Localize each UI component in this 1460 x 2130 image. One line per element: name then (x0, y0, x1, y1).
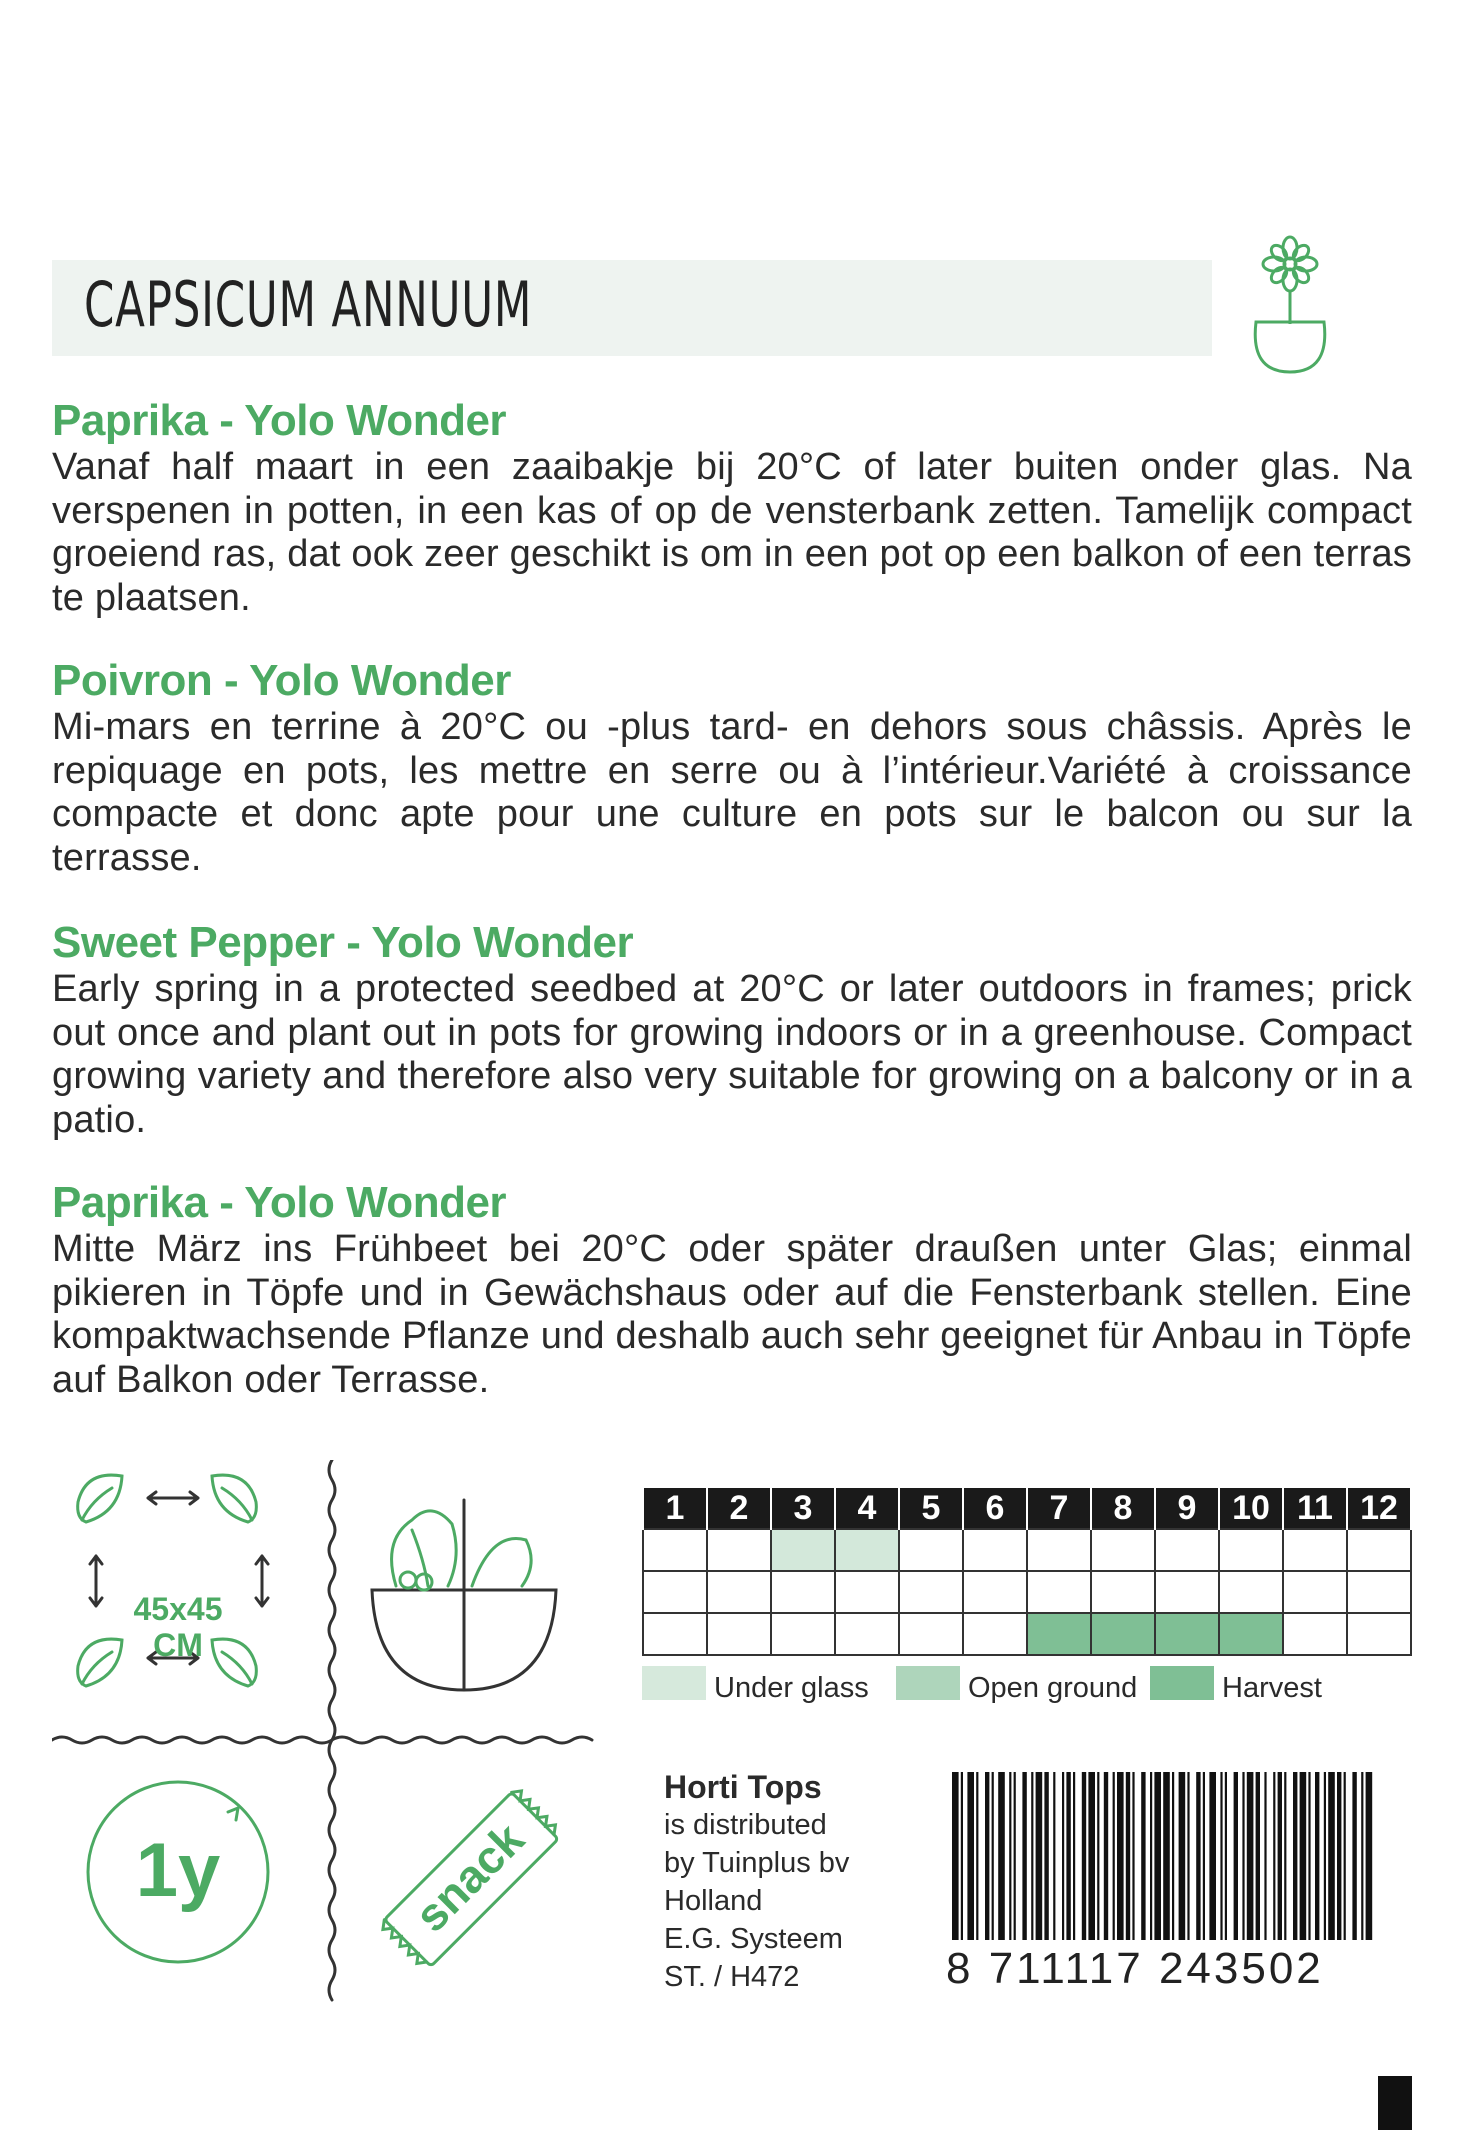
barcode-bar (1187, 1772, 1189, 1940)
barcode-bar (1126, 1772, 1130, 1940)
calendar-cell (1155, 1571, 1219, 1613)
month-header: 1 (643, 1488, 707, 1529)
calendar-cell (835, 1613, 899, 1655)
calendar-row (643, 1529, 1411, 1571)
spacing-label: 45x45 (133, 1591, 223, 1627)
barcode-bar (1113, 1772, 1115, 1940)
calendar-cell (1283, 1529, 1347, 1571)
lifecycle-label: 1y (135, 1828, 221, 1913)
calendar-cell (963, 1613, 1027, 1655)
calendar-cell (963, 1529, 1027, 1571)
calendar-cell (643, 1571, 707, 1613)
barcode-bar (1328, 1772, 1335, 1940)
barcode-bar (1132, 1772, 1134, 1940)
calendar-row (643, 1571, 1411, 1613)
calendar-cell (1091, 1571, 1155, 1613)
snack-label: snack (404, 1812, 534, 1942)
calendar-cell (771, 1613, 835, 1655)
calendar-cell (1027, 1613, 1091, 1655)
registration-mark (1378, 2076, 1412, 2130)
calendar-cell (643, 1529, 707, 1571)
section-heading: Paprika - Yolo Wonder (52, 1178, 507, 1227)
calendar-cell (643, 1613, 707, 1655)
month-header: 7 (1027, 1488, 1091, 1529)
distributor-line: is distributed (664, 1809, 827, 1841)
barcode-bar (1242, 1772, 1244, 1940)
month-header: 5 (899, 1488, 963, 1529)
sowing-calendar (642, 1488, 1412, 1656)
calendar-cell (1091, 1613, 1155, 1655)
barcode-bar (1163, 1772, 1170, 1940)
calendar-cell (1347, 1529, 1411, 1571)
barcode-bar (1256, 1772, 1260, 1940)
distributor-line: ST. / H472 (664, 1961, 800, 1993)
barcode-bar (1031, 1772, 1033, 1940)
barcode-bar (1308, 1772, 1310, 1940)
barcode-bar (1104, 1772, 1108, 1940)
flower-pot-icon (1240, 232, 1340, 382)
barcode-bar (1082, 1772, 1086, 1940)
barcode-bar (998, 1772, 1005, 1940)
barcode-bar (1179, 1772, 1186, 1940)
calendar-cell (1219, 1613, 1283, 1655)
calendar-cell (963, 1571, 1027, 1613)
barcode-bar (1036, 1772, 1043, 1940)
barcode-bar (1220, 1772, 1222, 1940)
section-text: Early spring in a protected seedbed at 20°C or later outdoors in frames; prick out once and plant out in pots for growing indoors or in a greenhouse. Compact growing variety and therefore also very suitable for growing on a balcony or in a patio. (52, 968, 1412, 1141)
month-header: 9 (1155, 1488, 1219, 1529)
barcode-bar (967, 1772, 974, 1940)
barcode-bar (1315, 1772, 1319, 1940)
distributor-line: Holland (664, 1885, 763, 1917)
section-text: Vanaf half maart in een zaaibakje bij 20°C of later buiten onder glas. Na verspenen in potten, in een kas of op de vensterbank zetten. Tamelijk compact groeiend ras, dat ook zeer geschikt is om in een pot op een balkon of een terras te plaatsen. (52, 446, 1412, 619)
calendar-cell (1283, 1571, 1347, 1613)
barcode-bar (1273, 1772, 1275, 1940)
barcode-bar (1196, 1772, 1200, 1940)
barcode-bar (985, 1772, 989, 1940)
calendar-cell (771, 1571, 835, 1613)
barcode-bar (1234, 1772, 1238, 1940)
section-dutch (52, 396, 1412, 620)
calendar-cell (771, 1529, 835, 1571)
calendar-cell (707, 1529, 771, 1571)
barcode-bar (1154, 1772, 1161, 1940)
month-header: 6 (963, 1488, 1027, 1529)
section-french (52, 656, 1412, 880)
calendar-cell (835, 1529, 899, 1571)
barcode-bar (1293, 1772, 1297, 1940)
calendar-cell (1347, 1613, 1411, 1655)
calendar-row (643, 1613, 1411, 1655)
calendar-cell (899, 1529, 963, 1571)
calendar-cell (1091, 1529, 1155, 1571)
barcode-bar (1203, 1772, 1205, 1940)
barcode-bar (961, 1772, 963, 1940)
barcode-bar (1352, 1772, 1356, 1940)
calendar-cell (1155, 1529, 1219, 1571)
month-header: 8 (1091, 1488, 1155, 1529)
barcode-bar (952, 1772, 959, 1940)
barcode-bar (1300, 1772, 1307, 1940)
month-header: 4 (835, 1488, 899, 1529)
calendar-cell (1347, 1571, 1411, 1613)
barcode-bar (992, 1772, 994, 1940)
barcode-bar (1344, 1772, 1346, 1940)
section-heading: Poivron - Yolo Wonder (52, 656, 511, 705)
barcode-bar (1022, 1772, 1026, 1940)
barcode-bar (1097, 1772, 1099, 1940)
distributor-line: by Tuinplus bv (664, 1847, 850, 1879)
distributor-line: E.G. Systeem (664, 1923, 843, 1955)
barcode-bar (1073, 1772, 1075, 1940)
month-header: 11 (1283, 1488, 1347, 1529)
section-text: Mi-mars en terrine à 20°C ou -plus tard- en dehors sous châssis. Après le repiquage en pots, les mettre en serre ou à l’intérieur.Variété à croissance compacte et donc apte pour une culture en pots sur le balcon ou sur la terrasse. (52, 706, 1412, 879)
calendar-cell (1027, 1529, 1091, 1571)
section-german (52, 1178, 1412, 1402)
spacing-unit: CM (153, 1627, 203, 1663)
calendar-cell (1283, 1613, 1347, 1655)
growing-icons (52, 1460, 612, 2020)
barcode-bar (1044, 1772, 1048, 1940)
barcode-bar (1150, 1772, 1152, 1940)
barcode-bar (1141, 1772, 1145, 1940)
barcode-bar (1324, 1772, 1326, 1940)
barcode-bar (1278, 1772, 1282, 1940)
distributor-info (664, 1768, 849, 1996)
section-heading: Paprika - Yolo Wonder (52, 396, 507, 445)
section-english (52, 918, 1412, 1142)
calendar-cell (899, 1571, 963, 1613)
barcode-bar (1284, 1772, 1286, 1940)
barcode-bar (1225, 1772, 1227, 1940)
barcode-bar (1014, 1772, 1016, 1940)
barcode-bar (976, 1772, 978, 1940)
barcode-bar (1053, 1772, 1055, 1940)
barcode-bar (1361, 1772, 1363, 1940)
calendar-cell (707, 1613, 771, 1655)
calendar-cell (1027, 1571, 1091, 1613)
barcode-bar (1088, 1772, 1095, 1940)
barcode-bar (1009, 1772, 1011, 1940)
calendar-cell (1219, 1529, 1283, 1571)
barcode-bar (1172, 1772, 1174, 1940)
calendar-cell (1155, 1613, 1219, 1655)
brand-name: Horti Tops (664, 1769, 822, 1805)
barcode-bar (1247, 1772, 1254, 1940)
barcode-bar (1366, 1772, 1373, 1940)
section-heading: Sweet Pepper - Yolo Wonder (52, 918, 634, 967)
barcode-bar (1337, 1772, 1341, 1940)
calendar-cell (835, 1571, 899, 1613)
month-header: 3 (771, 1488, 835, 1529)
barcode-bar (1117, 1772, 1124, 1940)
calendar-cell (899, 1613, 963, 1655)
barcode-bar (1264, 1772, 1266, 1940)
month-header: 10 (1219, 1488, 1283, 1529)
month-header: 2 (707, 1488, 771, 1529)
barcode-number: 8 711117 243502 (946, 1944, 1324, 1993)
barcode (950, 1772, 1380, 1952)
calendar-cell (707, 1571, 771, 1613)
barcode-bar (1066, 1772, 1070, 1940)
calendar-cell (1219, 1571, 1283, 1613)
section-text: Mitte März ins Frühbeet bei 20°C oder später draußen unter Glas; einmal pikieren in Töpfe und in Gewächshaus oder auf die Fensterbank stellen. Eine kompaktwachsende Pflanze und deshalb auch sehr geeignet für Anbau in Töpfe auf Balkon oder Terrasse. (52, 1228, 1412, 1401)
barcode-bar (1062, 1772, 1064, 1940)
species-title: CAPSICUM ANNUUM (84, 268, 533, 341)
month-header: 12 (1347, 1488, 1411, 1529)
barcode-bar (1209, 1772, 1216, 1940)
